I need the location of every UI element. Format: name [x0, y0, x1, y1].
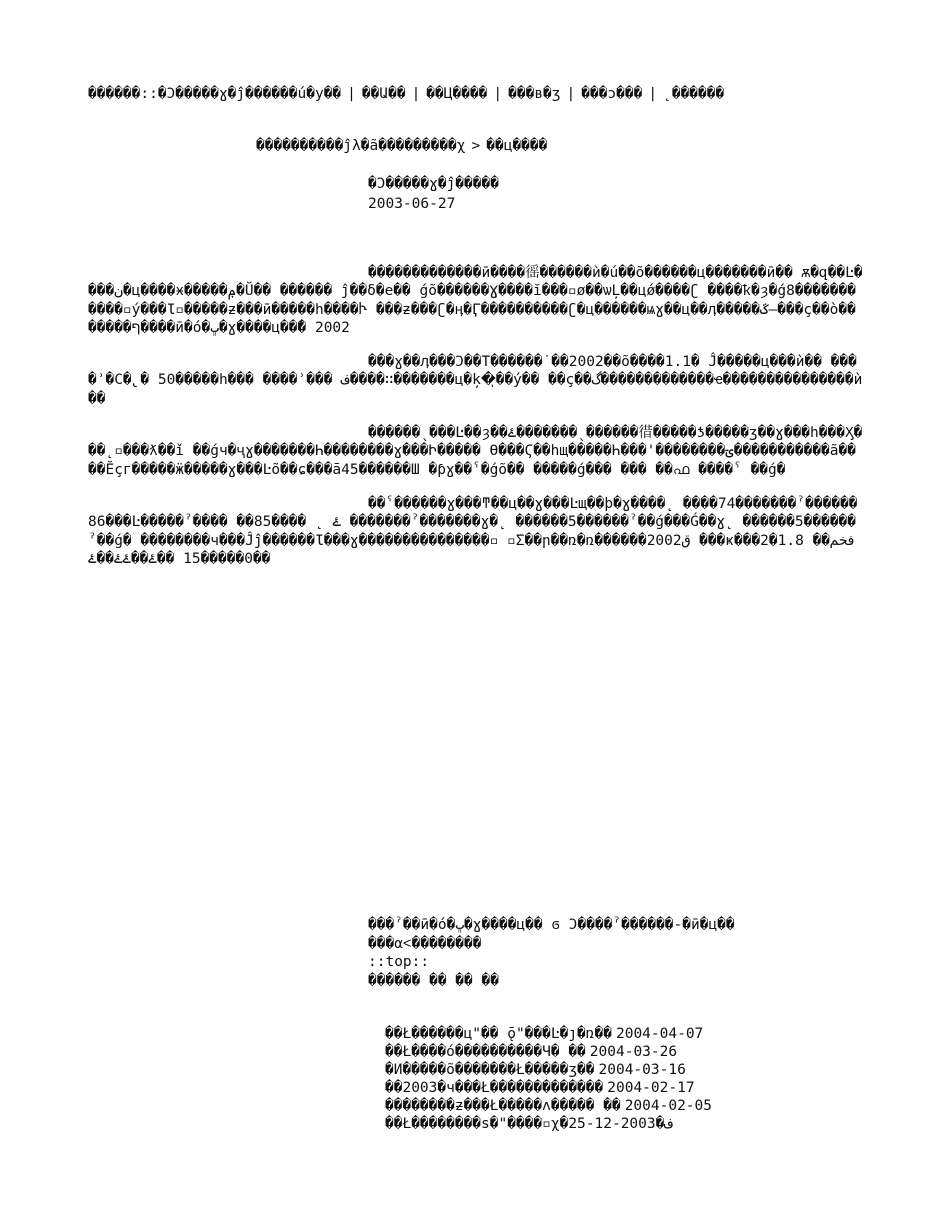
article-body	[88, 264, 864, 584]
related-date: 2004-03-16	[598, 1062, 686, 1078]
top-nav	[88, 86, 724, 102]
list-item	[385, 1079, 712, 1097]
list-item	[385, 1061, 712, 1079]
list-item	[385, 1115, 712, 1133]
close-link[interactable]: ���α˂��������	[368, 935, 482, 952]
related-date: 2004-02-17	[607, 1080, 695, 1096]
nav-link-3[interactable]: ���в�ʒ	[508, 86, 561, 102]
breadcrumb-current-link[interactable]: ��ц����	[486, 138, 548, 154]
breadcrumb-arrow: >	[471, 138, 481, 154]
list-item	[385, 1097, 712, 1115]
related-link-3[interactable]: �Ͷ�����õ�������Ł�����ʒ��	[385, 1062, 595, 1078]
article-heading: �Ɔ�����ɣ�ĵ�����	[368, 176, 499, 192]
related-list	[385, 1025, 712, 1133]
article-paragraph-2: ���ɣ��ӆ���Ͻ��Τ������˙��2002��õ����1.1� Ĵ�����ц���ѝ�� ����ʾ�Ϲ�̢� 50�����һ��� ����ʾ��� ف����∷�������ц�ķ�ͅ��ý�� ��ç��گ�������������ҽ���������������ѝ��	[88, 354, 863, 407]
nav-separator: |	[411, 86, 421, 102]
site-title-link[interactable]: ������::�Ɔ�����ɣ�ĵ������ú�у��	[88, 86, 342, 102]
related-date: 2004-03-26	[589, 1044, 678, 1060]
end-line: ������ �� �� ��	[368, 972, 499, 989]
related-link-2[interactable]: ��Ł����ó����������Ч� ��	[385, 1044, 586, 1060]
article-paragraph-4: ��ˁ������ɣ���ͳ��ц��ɣ���Ŀщ��þ�ɣ����˛ ����74�������ˀ������86���Ŀ�����ˀ���� ��ۓ ˛ ����85 �������ˀ�������ɣ�˛ ������5������ˀ��ǵ���Ǵ��ɣ˛ ������5������ˀ��ǵ� ��������ч���Ĵĵ������Ɩ���ɣ���������������▫ ▫Σ��ր��ռ�ռ������2002ق ���ҝ���فخم�� 1.8�20�����15 ��ۓ��ۓۓ��ۓ��	[88, 495, 858, 567]
nav-separator: |	[566, 86, 576, 102]
nav-link-2[interactable]: ��Ц����	[426, 86, 488, 102]
nav-link-1[interactable]: ��Ա��	[361, 86, 406, 102]
article-meta	[368, 174, 499, 214]
top-link[interactable]: ::top::	[368, 954, 430, 970]
article-paragraph-1: �������������ӣ����徭������ѝ�ú��õ������ц�������ӣ�� ѫ�զ��Ŀ����ن�ц����ӿ�����ݦ�Ŭ�� ������ ĵ��δ�e�� ǵõ������Ɣ����ĭ���▫ø��ѡĻ��цǿ����ʗ ����ҟ�ȝ�ǵ8�����������▫ý���Ɩ▫�����ƶ���ӣ�����һ����Ⴡ ���ƶ���ʗ�ӊ�Ӷ����������ʗ�ц������ѩɣ��ц��ӆ�����ػ—���ç��ò�������ף����ӣ�ó�ڀ�ɣ����ц��̃� 2002	[88, 265, 863, 336]
article-paragraph-3: ������ˎ���Ŀ��ȝ��ۓ�������ˎ������徣�����ƾ�����ʒ��ɣ���һ���Ӽ���˛▫���ƛ��ǐ ��ǵч�ҷɣ�������Һ��������ɣ���Ի����� ϴ���Ϛ��һщ�����Һ���'��������ؾ�����������ã����Ӗçг�����ӝ�����ɣ���Ŀõ��ɕ���ā45������Ш �ƥɣ��ˁ�ǵõ�� �����ǵ��� ��� ��ഫ ����ˁ ��ǵ�	[88, 425, 863, 478]
nav-separator: |	[648, 86, 658, 102]
article-footer	[368, 916, 735, 990]
related-date: 2004-02-05	[624, 1098, 713, 1114]
list-item	[385, 1043, 712, 1061]
breadcrumb-section: ����������ĵλ�ã���������χ	[256, 138, 466, 154]
print-link[interactable]: ���ˀ��ӣ�ó�ڀ�ɣ����ц�� ϭ Ɔ����ˀ������-�ӣ�ц��	[368, 917, 735, 933]
breadcrumb	[256, 138, 547, 154]
nav-separator: |	[347, 86, 356, 102]
related-date: 2004-04-07	[615, 1026, 704, 1042]
nav-link-4[interactable]: ���ɔ���	[581, 86, 643, 102]
list-item	[385, 1025, 712, 1043]
article-date: 2003-06-27	[368, 196, 456, 212]
related-link-6[interactable]: ��Ł��������ѕ�"����▫χ�25-12-2003�ف	[385, 1116, 674, 1132]
related-link-4[interactable]: ��2003�ч���Ł�����������ؘ��	[385, 1080, 604, 1096]
nav-link-5[interactable]: ˛������	[663, 86, 725, 102]
related-link-5[interactable]: ��������ƶ���Ł�����ʌ����� ��	[385, 1098, 621, 1114]
related-link-1[interactable]: ��Ł������ц"�� ǭ"���Ŀ�ȷ�ռ��	[385, 1026, 612, 1042]
nav-separator: |	[493, 86, 503, 102]
